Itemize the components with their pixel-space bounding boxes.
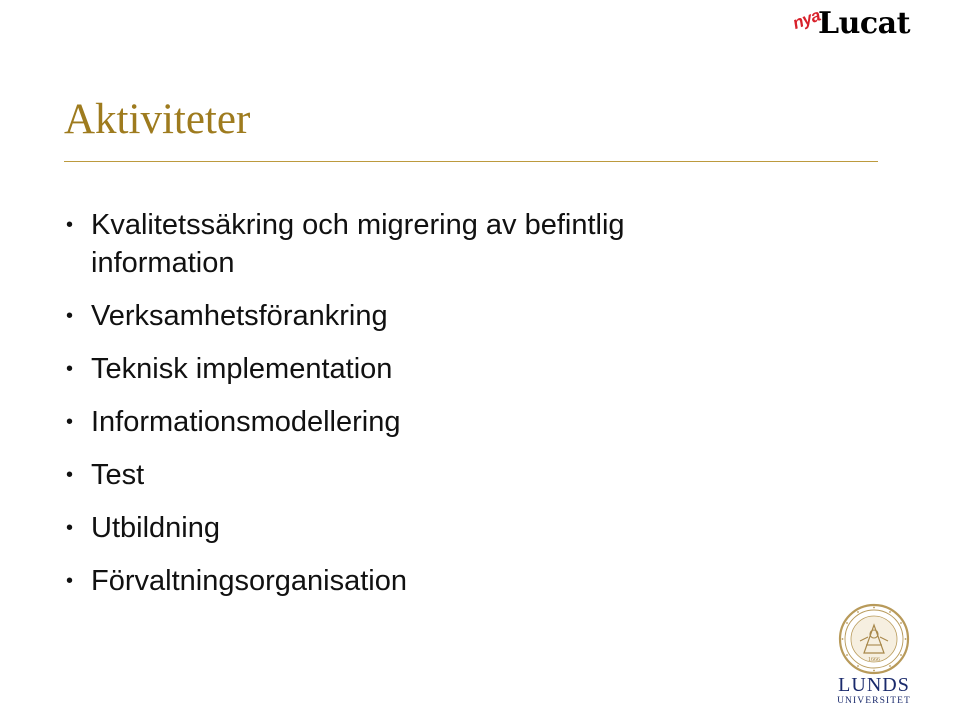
bullet-text: Kvalitetssäkring och migrering av befintlig information (91, 209, 625, 279)
bullet-item (64, 403, 744, 441)
seal-year: 1666 (868, 657, 880, 663)
lunds-name (828, 675, 920, 695)
bullet-dot-icon: • (66, 358, 74, 380)
bullet-item (64, 456, 744, 494)
bullet-dot-icon: • (66, 411, 74, 433)
title-divider (64, 161, 878, 162)
bullet-text: Informationsmodellering (91, 406, 401, 438)
bullet-item (64, 206, 744, 282)
logo-lucat-text: Lucat (818, 6, 910, 41)
bullet-item (64, 350, 744, 388)
bullet-dot-icon: • (66, 517, 74, 539)
bullet-text: Test (91, 459, 145, 491)
lunds-name-text: LUNDS (838, 674, 910, 696)
bullet-dot-icon: • (66, 570, 74, 592)
lunds-sub (828, 695, 920, 707)
lunds-sub-text: UNIVERSITET (837, 696, 911, 706)
lunds-universitet-logo (828, 675, 920, 707)
bullet-dot-icon: • (66, 214, 74, 236)
bullet-item (64, 509, 744, 547)
bullet-list (64, 206, 744, 615)
university-seal-icon (838, 603, 910, 675)
bullet-item (64, 297, 744, 335)
bullet-dot-icon: • (66, 305, 74, 327)
logo-nya-text: nya (790, 5, 823, 34)
bullet-text: Verksamhetsförankring (91, 300, 388, 332)
bullet-item (64, 562, 744, 600)
slide-title: Aktiviteter (64, 96, 251, 143)
bullet-dot-icon: • (66, 464, 74, 486)
bullet-text: Utbildning (91, 512, 220, 544)
bullet-text: Förvaltningsorganisation (91, 565, 407, 597)
bullet-text: Teknisk implementation (91, 353, 393, 385)
